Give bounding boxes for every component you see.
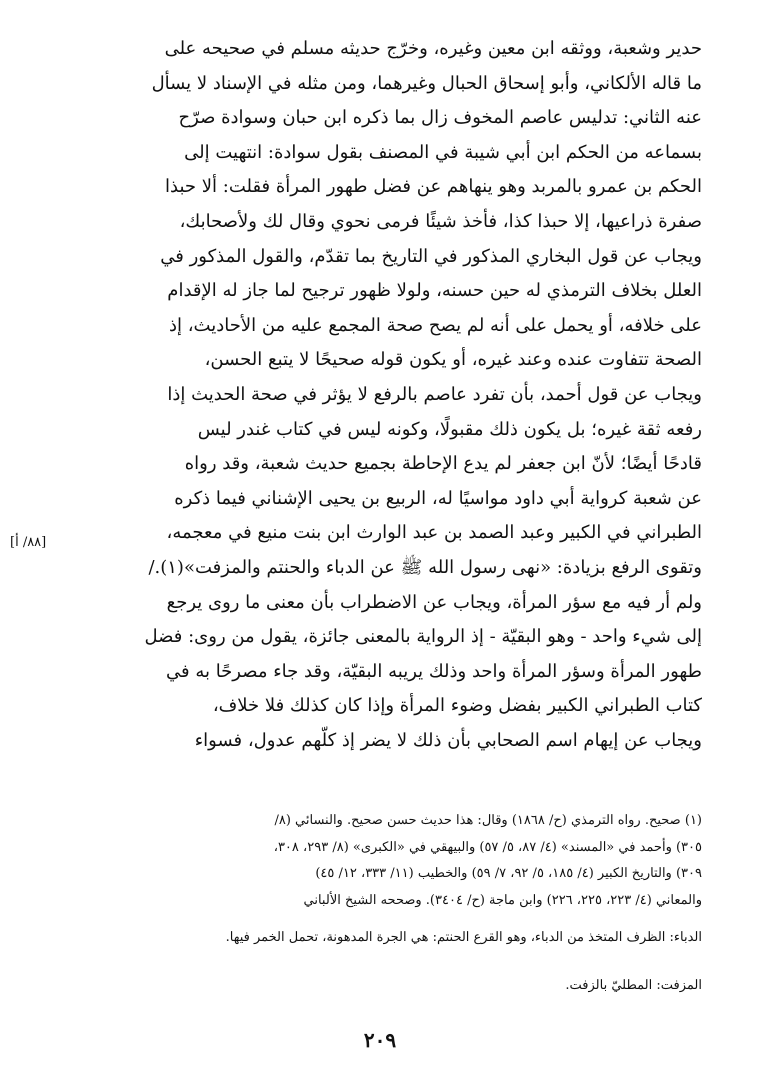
- manuscript-folio-reference: [٨٨/ أ]: [10, 535, 47, 550]
- page-number: ٢٠٩: [363, 1028, 397, 1052]
- text-line: ويجاب عن إيهام اسم الصحابي بأن ذلك لا يضر إذ كلّهم عدول، فسواء: [194, 729, 702, 751]
- text-line: الصحة تتفاوت عنده وعند غيره، أو يكون قوله صحيحًا لا يتبع الحسن،: [204, 349, 702, 371]
- text-line: عن شعبة كرواية أبي داود مواسيًا له، الربيع بن يحيى الإشناني فيما ذكره: [174, 487, 702, 509]
- text-line: حدير وشعبة، ووثقه ابن معين وغيره، وخرّج حديثه مسلم في صحيحه على: [164, 38, 702, 59]
- text-line: ولم أر فيه مع سؤر المرأة، ويجاب عن الاضطراب بأن معنى ما روى يرجع: [166, 591, 702, 613]
- footnote-line: والمعاني (٤/ ٢٢٣، ٢٢٥، ٢٢٦) وابن ماجة (ح/ ٣٤٠٤). وصححه الشيخ الألباني: [303, 892, 702, 908]
- main-text-block: [62, 32, 702, 758]
- gloss-note: المزفت: المطليّ بالزفت.: [565, 978, 702, 993]
- text-line: رفعه ثقة غيره؛ بل يكون ذلك مقبولًا، وكونه ليس في كتاب غندر ليس: [197, 418, 702, 440]
- text-line: ويجاب عن قول أحمد، بأن تفرد عاصم بالرفع لا يؤثر في صحة الحديث إذا: [167, 383, 702, 405]
- text-line: ويجاب عن قول البخاري المذكور في التاريخ بما تقدّم، والقول المذكور في: [160, 245, 702, 267]
- footnote-line: ٣٠٩) والتاريخ الكبير (٤/ ١٨٥، ٥/ ٩٢، ٧/ ٥٩) والخطيب (١١/ ٣٣٣، ١٢/ ٤٥): [315, 866, 702, 881]
- text-line: وتقوى الرفع بزيادة: «نهى رسول الله ﷺ عن الدباء والحنتم والمزفت»(١)./: [148, 556, 702, 578]
- gloss-note: الدباء: الظرف المتخذ من الدباء، وهو القرع الحنتم: هي الجرة المدهونة، تحمل الخمر فيها.: [225, 930, 702, 945]
- footnote-line: (١) صحيح. رواه الترمذي (ح/ ١٨٦٨) وقال: هذا حديث حسن صحيح. والنسائي (٨/: [274, 813, 702, 828]
- text-line: طهور المرأة وسؤر المرأة واحد وذلك يريبه البقيّة، وقد جاء مصرحًا به في: [165, 660, 702, 682]
- text-line: كتاب الطبراني الكبير بفضل وضوء المرأة وإذا كان كذلك فلا خلاف،: [212, 695, 702, 717]
- text-line: عنه الثاني: تدليس عاصم المخوف زال بما ذكره ابن حبان وسوادة صرّح: [178, 107, 702, 129]
- text-line: ما قاله الألكاني، وأبو إسحاق الحبال وغيرهما، ومن مثله في الإسناد لا يسأل: [151, 72, 702, 94]
- text-line: الطبراني في الكبير وعبد الصمد بن عبد الوارث ابن بنت منيع في معجمه،: [166, 522, 702, 544]
- footnotes-block: [62, 808, 702, 914]
- text-line: العلل بخلاف الترمذي له حين حسنه، ولولا ظهور ترجيح لما جاز له الإقدام: [167, 280, 702, 302]
- text-line: بسماعه من الحكم ابن أبي شيبة في المصنف بقول سوادة: انتهيت إلى: [184, 141, 702, 163]
- text-line: قادحًا أيضًا؛ لأنّ ابن جعفر لم يدع الإحاطة بجميع حديث شعبة، وقد رواه: [184, 453, 702, 475]
- text-line: على خلافه، أو يحمل على أنه لم يصح صحة المجمع عليه من الأحاديث، إذ: [168, 314, 702, 336]
- text-line: الحكم بن عمرو بالمربد وهو ينهاهم عن فضل طهور المرأة فقلت: ألا حبذا: [165, 176, 702, 198]
- text-line: صفرة ذراعيها، إلا حبذا كذا، فأخذ شيئًا فرمى نحوي وقال لك ولأصحابك،: [179, 210, 702, 232]
- text-line: إلى شيء واحد - وهو البقيّة - إذ الرواية بالمعنى جائزة، يقول من روى: فضل: [144, 626, 702, 648]
- footnote-line: ٣٠٥) وأحمد في «المسند» (٤/ ٨٧، ٥/ ٥٧) والبيهقي في «الكبرى» (٨/ ٢٩٣، ٣٠٨،: [273, 839, 702, 855]
